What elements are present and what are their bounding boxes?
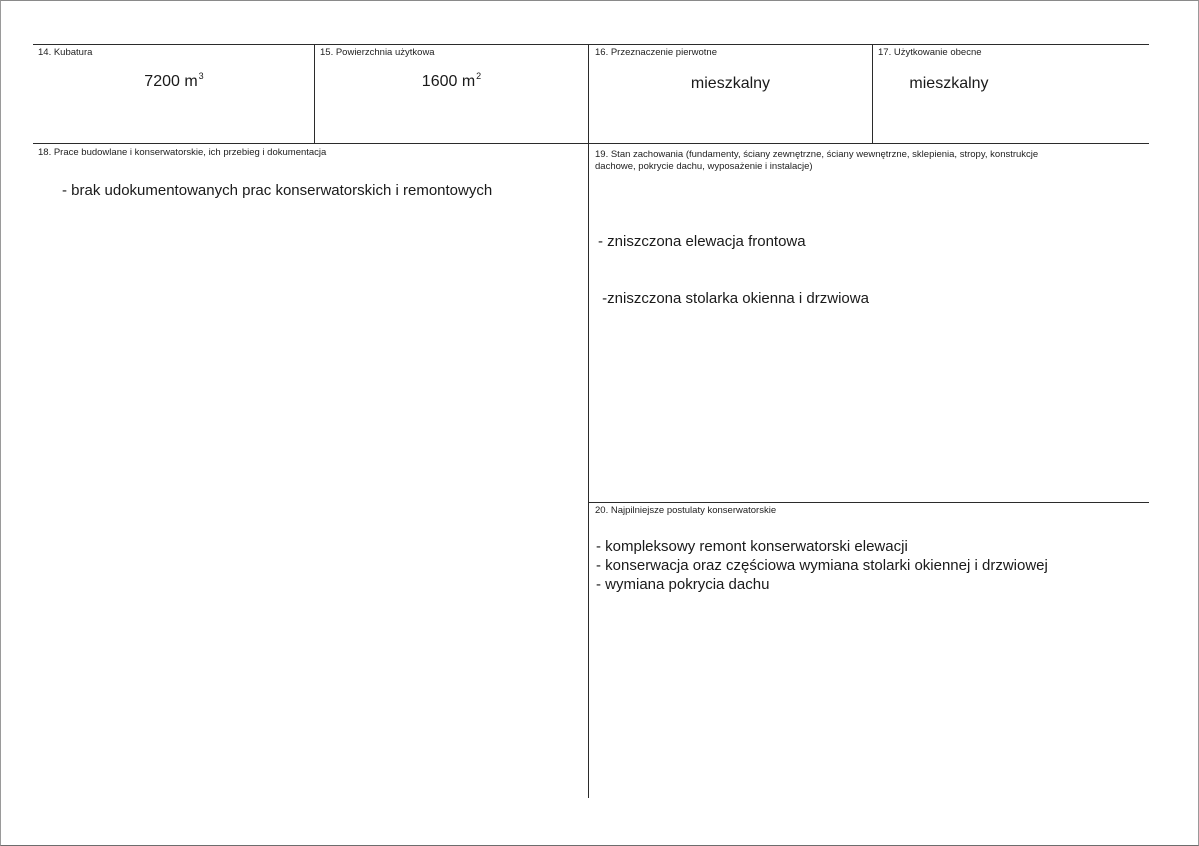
column-divider-3 — [872, 44, 873, 143]
field-19-item: -zniszczona stolarka okienna i drzwiowa — [598, 290, 869, 307]
field-14-value — [34, 72, 314, 91]
field-20-item: - wymiana pokrycia dachu — [596, 576, 770, 593]
field-19-item: - zniszczona elewacja frontowa — [598, 233, 806, 250]
field-15-value-text: 1600 m — [421, 73, 476, 90]
field-19-label: 19. Stan zachowania (fundamenty, ściany zewnętrzne, ściany wewnętrzne, sklepienia, stropy, konstrukcje dachowe, pokrycie dachu, wyposażenie i instalacje) — [595, 149, 1039, 172]
field-20-items — [596, 537, 1048, 594]
field-16-value: mieszkalny — [690, 75, 771, 92]
field-15-unit-exponent: 2 — [476, 71, 482, 81]
field-20-label: 20. Najpilniejsze postulaty konserwatorskie — [595, 505, 777, 516]
field-18-item: - brak udokumentowanych prac konserwatorskich i remontowych — [62, 182, 493, 199]
field-17-label: 17. Użytkowanie obecne — [878, 47, 982, 58]
field-18-items — [62, 181, 492, 200]
column-divider-main — [588, 44, 589, 798]
field-15-label: 15. Powierzchnia użytkowa — [320, 47, 435, 58]
field-19-items — [598, 194, 869, 327]
row-divider — [33, 143, 1149, 144]
field-20-item: - konserwacja oraz częściowa wymiana stolarki okiennej i drzwiowej — [596, 557, 1048, 574]
field-20-item: - kompleksowy remont konserwatorski elewacji — [596, 538, 908, 555]
field-18-label: 18. Prace budowlane i konserwatorskie, ich przebieg i dokumentacja — [38, 147, 327, 158]
section-20-divider — [588, 502, 1149, 503]
field-17-value: mieszkalny — [909, 75, 989, 92]
field-16-label: 16. Przeznaczenie pierwotne — [595, 47, 717, 58]
field-15-value — [315, 72, 588, 91]
field-14-value-text: 7200 m — [144, 73, 198, 90]
top-rule — [33, 44, 1149, 45]
field-14-unit-exponent: 3 — [198, 71, 204, 81]
column-divider-1 — [314, 44, 315, 143]
field-14-label: 14. Kubatura — [38, 47, 93, 58]
